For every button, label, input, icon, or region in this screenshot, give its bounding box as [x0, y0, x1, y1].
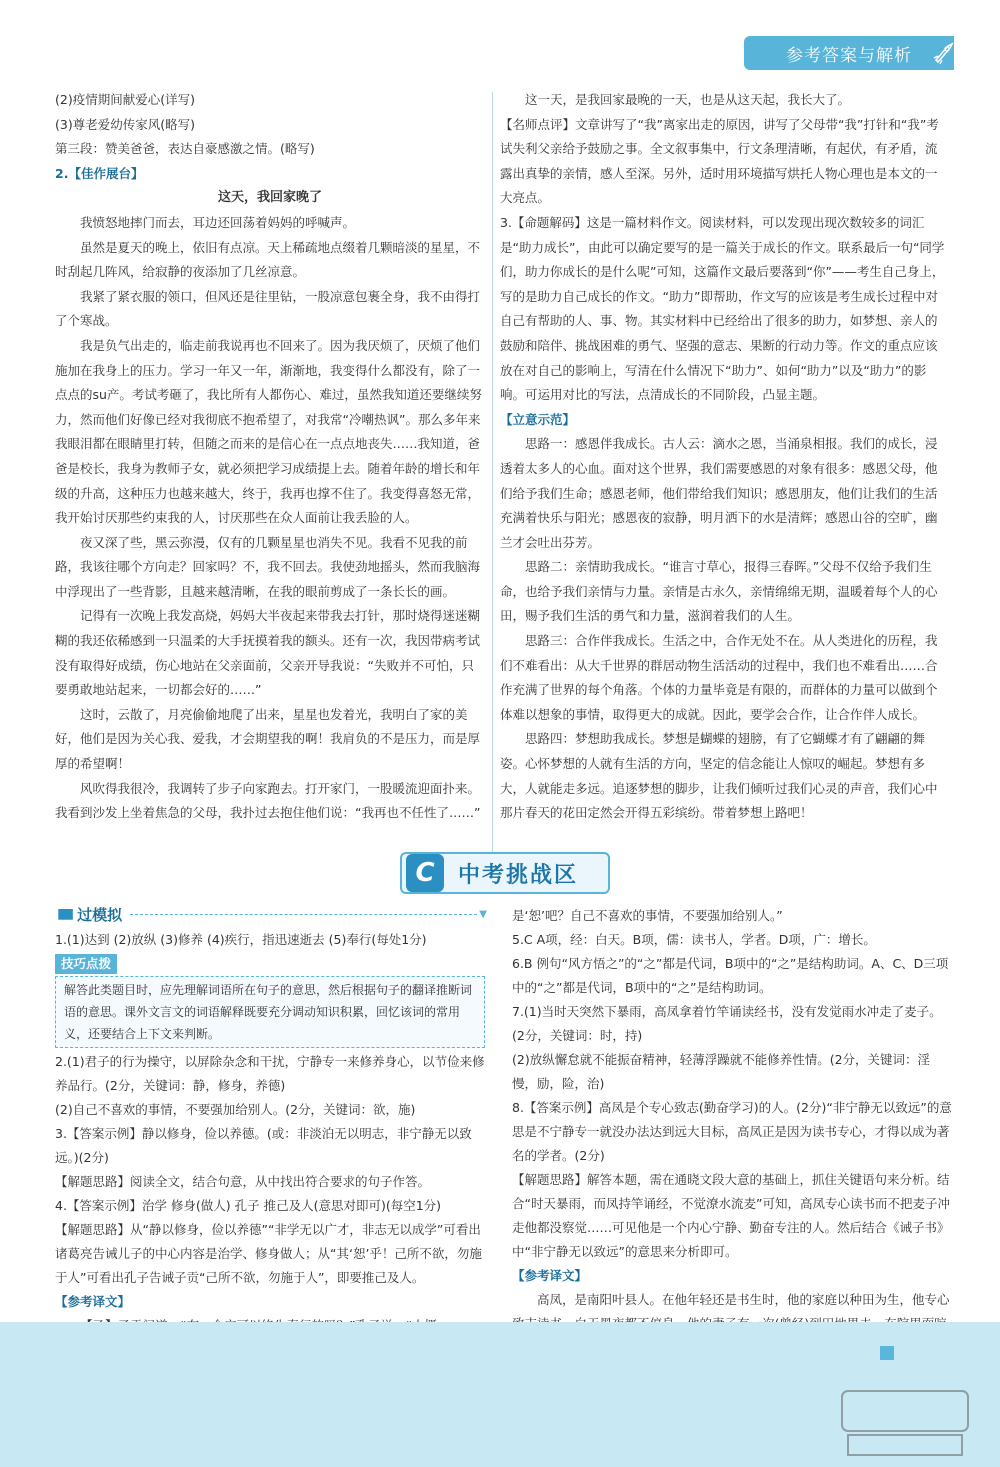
answer-line: 【解题思路】阅读全文，结合句意，从中找出符合要求的句子作答。 — [55, 1174, 431, 1189]
essay-paragraph: 我紧了紧衣服的领口，但风还是往里钻，一股凉意包裹全身，我不由得打了个寒战。 — [55, 288, 481, 329]
banner-title: 中考挑战区 — [458, 862, 579, 888]
answer-line: 【解题思路】解答本题，需在通晓文段大意的基础上，抓住关键语句来分析。结合“时天暴雨，而凤持竿诵经，不觉潦水流麦”可知，高凤专心读书而不把麦子冲走他都没察觉……可见他是一个内心宁静、勤奋专注的人。然后结合《诫子书》中“非宁静无以致远”的意思来分析即可。 — [512, 1172, 950, 1259]
outline-line-3: 第三段：赞美爸爸，表达自豪感激之情。(略写) — [55, 141, 315, 157]
essay-title: 这天，我回家晚了 — [217, 190, 322, 206]
answer-line: 【解题思路】从“静以修身，俭以养德”“非学无以广才，非志无以成学”可看出诸葛亮告诫儿子的中心内容是治学、修身做人；从“其‘恕’乎！己所不欲，勿施于人”可看出孔子告诫子贡“己所不欲，勿施于人”，即要推己及人。 — [55, 1222, 482, 1285]
left-column — [55, 88, 485, 826]
column-divider — [492, 92, 493, 852]
idea-paragraph: 思路四：梦想助我成长。梦想是蝴蝶的翅膀，有了它蝴蝶才有了翩翩的舞姿。心怀梦想的人就有生活的方向，坚定的信念能让人惊叹的崛起。梦想有多大，人就能走多远。追逐梦想的脚步，让我们倾听过我们心灵的声音，我们心中那片春天的花田定然会开得五彩缤纷。带着梦想上路吧！ — [500, 731, 938, 821]
question-3-analysis: 3.【命题解码】这是一篇材料作文。阅读材料，可以发现出现次数较多的词汇是“助力成长”，由此可以确定要写的是一篇关于成长的作文。联系最后一句“同学们，助力你成长的是什么呢”可知，这篇作文最后要落到“你”——考生自己身上，写的是助力自己成长的作文。“助力”即帮助，作文写的应该是考生成长过程中对自己有帮助的人、事、物。其实材料中已经给出了很多的助力，如梦想、亲人的鼓励和陪伴、挑战困难的勇气、坚强的意志、果断的行动力等。作文的重点应该放在对自己的影响上，写清在什么情况下“助力”、如何“助力”以及“助力”的影响。可运用对比的写法，点清成长的不同阶段，凸显主题。 — [500, 214, 945, 403]
watermark-logo — [840, 1387, 970, 1459]
arrow-down-icon: ▼ — [479, 908, 487, 920]
essay-paragraph: 夜又深了些，黑云弥漫，仅有的几颗星星也消失不见。我看不见我的前路，我该往哪个方向走？回家吗？不，我不回去。我使劲地摇头，然而我脑海中浮现出了一些背影，且越来越清晰，在我的眼前剪成了一条长长的画。 — [55, 534, 481, 599]
rocket-icon — [928, 38, 958, 68]
answer-line: 7.(1)当时天突然下暴雨，高凤拿着竹竿诵读经书，没有发觉雨水冲走了麦子。(2分，关键词：时，持) — [512, 1004, 942, 1043]
header-tab — [744, 36, 954, 70]
answer-line: 是‘恕’吧？自己不喜欢的事情，不要强加给别人。” — [512, 908, 783, 923]
answer-line: 6.B 例句“风方悟之”的“之”都是代词，B项中的“之”是结构助词。A、C、D三项中的“之”都是代词，B项中的“之”是结构助词。 — [512, 956, 949, 995]
teacher-comment: 【名师点评】文章讲写了“我”离家出走的原因，讲写了父母带“我”打针和“我”考试失利父亲给予鼓励之事。全文叙事集中，行文条理清晰，有起伏，有矛盾，流露出真挚的亲情，感人至深。另外，适时用环境描写烘托人物心理也是本文的一大亮点。 — [500, 116, 939, 206]
section-rule — [130, 914, 477, 915]
idea-paragraph: 思路三：合作伴我成长。生活之中，合作无处不在。从人类进化的历程，我们不难看出：从大千世界的群居动物生活活动的过程中，我们也不难看出……合作充满了世界的每个角落。个体的力量毕竟是有限的，而群体的力量可以做到个体难以想象的事情，取得更大的成就。因此，要学会合作，让合作伴人成长。 — [500, 633, 938, 722]
essay-paragraph: 我愤怒地摔门而去，耳边还回荡着妈妈的呼喊声。 — [80, 214, 356, 230]
outline-line-1: (2)疫情期间献爱心(详写) — [55, 92, 195, 107]
answer-line: (2)放纵懈怠就不能振奋精神，轻薄浮躁就不能修养性情。(2分，关键词：淫慢，励，险，治) — [512, 1052, 931, 1091]
section-banner — [400, 852, 610, 894]
answer-line: (2)自己不喜欢的事情，不要强加给别人。(2分，关键词：欲，施) — [55, 1102, 416, 1117]
answer-line: 8.【答案示例】高凤是个专心致志(勤奋学习)的人。(2分)“非宁静无以致远”的意思是不宁静专一就没办法达到远大目标，高凤正是因为读书专心，才得以成为著名的学者。(2分) — [512, 1100, 952, 1163]
section-label: 过模拟 — [77, 905, 123, 924]
translation-heading: 【参考译文】 — [55, 1294, 131, 1309]
essay-ending: 这一天，是我回家最晚的一天，也是从这天起，我长大了。 — [525, 92, 851, 107]
bars-icon: ▮▮▮ — [57, 906, 72, 922]
bottom-right-column — [512, 904, 952, 1384]
tip-label: 技巧点拨 — [55, 954, 117, 974]
question-2-heading: 2.【佳作展台】 — [55, 165, 144, 181]
answer-1: 1.(1)达到 (2)放纵 (3)修养 (4)疾行，指迅速逝去 (5)奉行(每处1分) — [55, 932, 427, 947]
section-heading — [57, 902, 487, 926]
answer-line: 5.C A项，经：白天。B项，儒：读书人，学者。D项，广：增长。 — [512, 932, 876, 947]
header-tab-label: 参考答案与解析 — [786, 45, 912, 66]
idea-paragraph: 思路二：亲情助我成长。“谁言寸草心，报得三春晖。”父母不仅给予我们生命，也给予我们亲情与力量。亲情是古永久，亲情绵绵无期，温暖着每个人的心田，赐予我们生活的勇气和力量，滋润着我们的人生。 — [500, 559, 938, 624]
answer-line: 2.(1)君子的行为操守，以屏除杂念和干扰，宁静专一来修养身心，以节俭来修养品行。(2分，关键词：静，修身，养德) — [55, 1054, 485, 1093]
essay-paragraph: 风吹得我很冷，我调转了步子向家跑去。打开家门，一股暖流迎面扑来。我看到沙发上坐着焦急的父母，我扑过去抱住他们说：“我再也不任性了……” — [55, 780, 481, 821]
right-column — [500, 88, 945, 826]
page-marker — [880, 1346, 894, 1360]
translation-heading: 【参考译文】 — [512, 1268, 588, 1283]
bottom-left-column — [55, 928, 485, 1338]
idea-paragraph: 思路一：感恩伴我成长。古人云：滴水之恩，当涌泉相报。我们的成长，浸透着太多人的心血。面对这个世界，我们需要感恩的对象有很多：感恩父母，他们给予我们生命；感恩老师，他们带给我们知识；感恩朋友，他们让我们的生活充满着快乐与阳光；感恩夜的寂静，明月洒下的水是清辉；感恩山谷的空旷，幽兰才会吐出芬芳。 — [500, 436, 938, 550]
essay-paragraph: 记得有一次晚上我发高烧，妈妈大半夜起来带我去打针，那时烧得迷迷糊糊的我还依稀感到一只温柔的大手抚摸着我的额头。还有一次，我因带病考试没有取得好成绩，伤心地站在父亲面前，父亲开导我说：“失败并不可怕，只要勇敢地站起来，一切都会好的……” — [55, 608, 481, 698]
outline-line-2: (3)尊老爱幼传家风(略写) — [55, 116, 195, 132]
essay-paragraph: 这时，云散了，月亮偷偷地爬了出来，星星也发着光，我明白了家的美好，他们是因为关心我、爱我，才会期望我的啊！我肩负的不是压力，而是厚厚的希望啊！ — [55, 706, 481, 772]
translation-text: 高凤，是南阳叶县人。在他年轻还是书生时，他的家庭以种田为生，他专心 — [537, 1292, 950, 1307]
tip-box: 解答此类题目时，应先理解词语所在句子的意思，然后根据句子的翻译推断词语的意思。课外文言文的词语解释既要充分调动知识积累，回忆该词的常用义，还要结合上下文来判断。 — [55, 976, 485, 1048]
essay-paragraph: 我是负气出走的，临走前我说再也不回来了。因为我厌烦了，厌烦了他们施加在我身上的压力。学习一年又一年，渐渐地，我变得什么都没有，除了一点点的su产。考试考砸了，我比所有人都伤心、难过，虽然我知道还要继续努力，然而他们好像已经对我彻底不抱希望了，对我常“冷嘲热讽”。那么多年来我眼泪都在眼睛里打转，但随之而来的是信心在一点点地丧失……我知道，爸爸是校长，我身为教师子女，就必须把学习成绩提上去。随着年龄的增长和年级的升高，这种压力也越来越大，终于，我再也撑不住了。我变得喜怒无常，我开始讨厌那些约束我的人，讨厌那些在众人面前让我丢脸的人。 — [55, 337, 482, 526]
essay-paragraph: 虽然是夏天的晚上，依旧有点凉。天上稀疏地点缀着几颗暗淡的星星，不时刮起几阵风，给寂静的夜添加了几丝凉意。 — [55, 239, 481, 280]
banner-letter: C — [406, 854, 444, 892]
answer-line: 4.【答案示例】治学 修身(做人) 孔子 推己及人(意思对即可)(每空1分) — [55, 1198, 442, 1213]
idea-demo-heading: 【立意示范】 — [500, 411, 576, 427]
answer-line: 3.【答案示例】静以修身，俭以养德。(或：非淡泊无以明志，非宁静无以致远。)(2分) — [55, 1126, 472, 1165]
